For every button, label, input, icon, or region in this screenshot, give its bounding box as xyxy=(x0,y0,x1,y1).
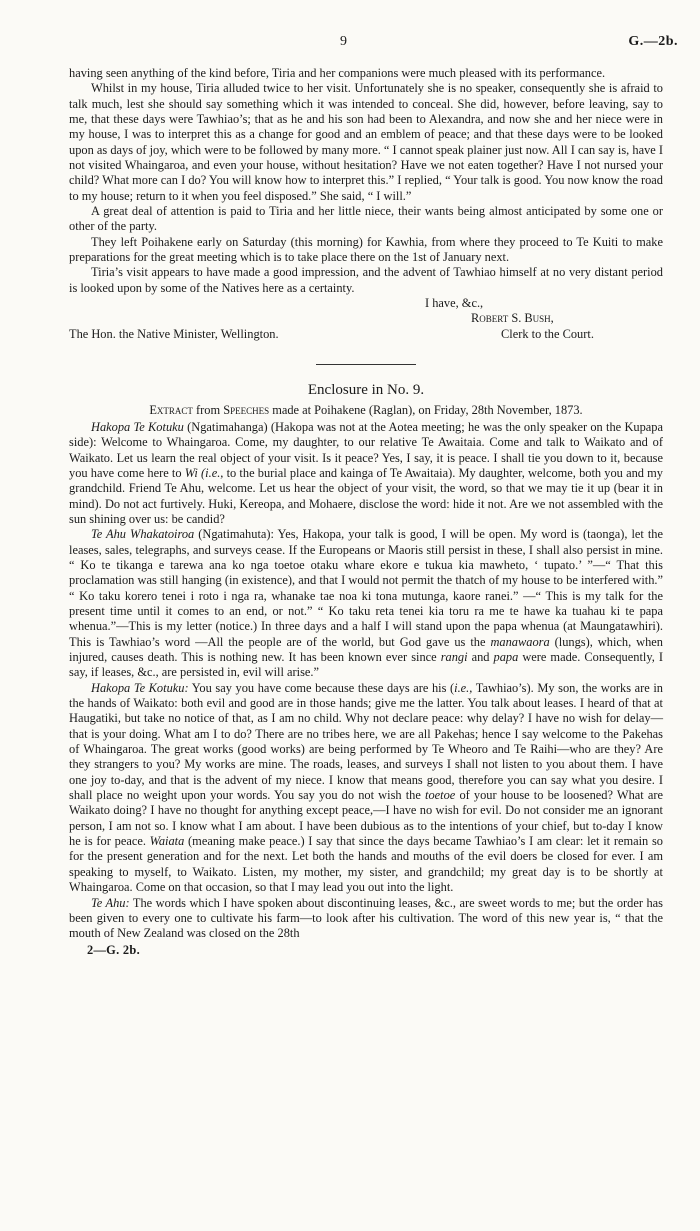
speech-paragraph: Hakopa Te Kotuku (Ngatimahanga) (Hakopa was not at the Aotea meeting; he was the only speaker on the Kupapa side): Welcome to Whaingaroa. Come, my daughter, to our relative Te Awaitaia. Come and talk to Waikato and of Waikato. Let us learn the real object of your visit. Is it peace? Yes, I say, it is peace. I shall tie you down to it, because you have come here to Wi (i.e., to the burial place and kainga of Te Awaitaia). My daughter, welcome, both you and my grandchild. Friend Te Ahu, welcome. Let us hear the object of your visit, the word, so that we may tie it up (bear it in mind). Do not act furtively. Huki, Kereopa, and Mohaere, disclose the word: hide it not. Are we not assembled with the sun shining over us: be candid? xyxy=(69,419,663,526)
speaker-name: Te Ahu: xyxy=(91,895,130,910)
extract-from: from xyxy=(192,402,224,417)
extract-word: Extract xyxy=(149,402,193,417)
letter-paragraph: having seen anything of the kind before, Tiria and her companions were much pleased with its performance. xyxy=(69,66,606,80)
letter-paragraph: Tiria’s visit appears to have made a good impression, and the advent of Tawhiao himself at no very distant period is looked upon by some of the Natives here as a certainty. xyxy=(69,265,663,295)
section-divider xyxy=(316,364,416,365)
speech-paragraph: Te Ahu Whakatoiroa (Ngatimahuta): Yes, Hakopa, your talk is good, I will be open. My word is (taonga), let the leases, sales, telegraphs, and surveys cease. If the Europeans or Maoris still persist in these, I shall also persist in mine. “ Ko te tikanga e tarewa ana ko nga toetoe otaku whare ekore e tukua kia mawheto, ‘ tupato.’ ”—“ That this proclamation was still hanging (in existence), and that I would not permit the thatch of my house to be interfered with.” “ Ko taku korero tenei i roto i nga ra, whanake tae noa ki tona mutunga, kaore ranei.” —“ This is my talk for the present time until it comes to an end, or not.” “ Ko taku reta tenei kia toru ra me te hawe ka tuahau ki te papa whenua.”—This is my letter (notice.) In three days and a half I will stand upon the papa whenua (at Maungatawhiri). This is Tawhiao’s word —All the people are of the world, but God gave us the manawaora (lungs), which, when injured, causes death. This is nothing new. It has been known ever since rangi and papa were made. Consequently, I say, if leases, &c., are persisted in, evil will arise.” xyxy=(69,527,663,680)
speaker-name: Te Ahu Whakatoiroa xyxy=(91,527,195,542)
letter-paragraph: Whilst in my house, Tiria alluded twice to her visit. Unfortunately she is no speaker, consequently she is afraid to talk much, lest she should say something which it was intended to conceal. She did, however, before leaving, say to me, that these days were Tawhiao’s; that as he and his son had been to Alexandra, and now she and her niece were in my house, I was to interpret this as a change for good and an emblem of peace; and that these days were to be looked upon as days of joy, which were to be followed by many more. “ I cannot speak plainer just now. All I can say is, have I not visited Whaingaroa, and even your house, without hesitation? Have we not eaten together? Have I not nursed your child? What more can I do? You will know how to interpret this.” I replied, “ Your talk is good. You now know the road to my house; return to it when you feel disposed.” She said, “ I will.” xyxy=(69,81,663,203)
extract-details: made at Poihakene (Raglan), on Friday, 28th November, 1873. xyxy=(269,402,583,417)
page-number: 9 xyxy=(340,34,347,49)
speech-paragraph: Hakopa Te Kotuku: You say you have come because these days are his (i.e., Tawhiao’s). My son, the works are in the hands of Waikato: both evil and good are in those hands; give me the latter. You talk about leases. I heard of that at Haugatiki, but take no notice of that, as I am no child. Why not declare peace: why delay? I have no wish for delay—that is your doing. What am I to do? There are no tribes here, we are all Pakehas; hence I say welcome to the Pakehas of Whaingaroa. The great works (good works) are being performed by Te Wheoro and Te Raihi—who are they? Are they strangers to you? My works are mine. The roads, leases, and surveys I shall not listen to you about them. I have one joy to-day, and that is the advent of my niece. I know that means good, therefore you can say what you desire. I shall place no weight upon your words. You say you do not wish the toetoe of your house to be loosened? What are Waikato doing? I have no thought for anything except peace,—I have no wish for evil. Do not consider me an ignorant person, I am not so. I know what I am about. I have been dubious as to the intentions of your chief, but to-day I know he is for peace. Waiata (meaning make peace.) I say that since the days became Tawhiao’s I am clear: let it remain so for the present generation and for the next. Let both the hands and mouths of the evil doers be closed for ever. I am speaking to myself, to Waikato. Listen, my mother, my sister, and grandchild; my great day is to be shortly at Whaingaroa. Come on that occasion, so that I may lead you out into the light. xyxy=(69,680,663,895)
signer-title: Clerk to the Court. xyxy=(501,327,594,342)
signature-reference: 2—G. 2b. xyxy=(87,942,141,957)
page-header xyxy=(0,34,700,52)
speeches-word: Speeches xyxy=(223,402,270,417)
letter-paragraph: They left Poihakene early on Saturday (this morning) for Kawhia, from where they proceed to Te Kuiti to make preparations for the great meeting which is to take place there on the 1st of January next. xyxy=(69,234,663,265)
speaker-name: Hakopa Te Kotuku xyxy=(91,419,184,434)
speaker-name: Hakopa Te Kotuku: xyxy=(91,680,189,695)
letter-paragraph: A great deal of attention is paid to Tiria and her little niece, their wants being almost anticipated by some one or other of the party. xyxy=(69,204,663,234)
page-body xyxy=(69,66,663,958)
closing-line: I have, &c., xyxy=(425,296,484,311)
enclosure-title: Enclosure in No. 9. xyxy=(307,382,425,399)
signer-name: Robert S. Bush, xyxy=(471,311,554,326)
document-reference: G.—2b. xyxy=(628,34,678,49)
extract-heading xyxy=(69,403,663,418)
speech-paragraph: Te Ahu: The words which I have spoken about discontinuing leases, &c., are sweet words to me; but the order has been given to every one to cultivate his farm—to look after his cultivation. The word of this new year is, “ that the mouth of New Zealand was closed on the 28th xyxy=(69,895,663,941)
addressee: The Hon. the Native Minister, Wellington. xyxy=(69,327,279,342)
signature-block xyxy=(69,296,663,342)
